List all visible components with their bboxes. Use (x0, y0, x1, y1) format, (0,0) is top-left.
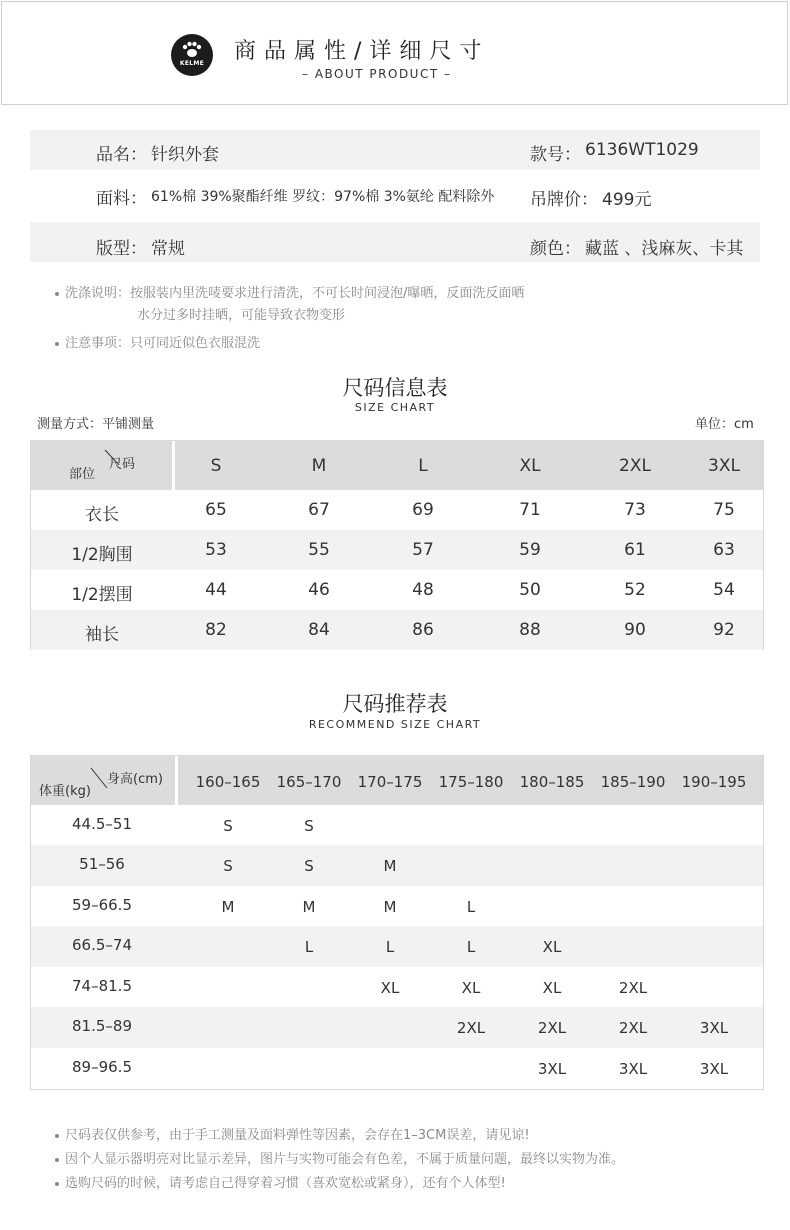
size-table-row (31, 530, 763, 570)
recommend-size-cell: 3XL (699, 1060, 729, 1078)
recommend-size-cell: L (466, 898, 476, 916)
size-col-header: L (418, 456, 428, 476)
row-part-label: 袖长 (85, 625, 119, 645)
weight-range-label: 44.5–51 (72, 815, 132, 833)
recommend-size-cell: L (304, 938, 314, 956)
unit-label: 单位：cm (695, 417, 754, 432)
recommend-table-row (31, 886, 763, 926)
height-col-header: 160–165 (195, 773, 261, 791)
size-cell: 86 (412, 620, 434, 640)
attention-note: 注意事项：只可同近似色衣服混洗 (55, 332, 260, 351)
recommend-table-row (31, 1007, 763, 1048)
recommend-size-cell: XL (380, 979, 400, 997)
name-label: 品名： (96, 145, 147, 165)
footer-note: 因个人显示器明亮对比显示差异，图片与实物可能会有色差，不属于质量问题，最终以实物为准。 (55, 1148, 624, 1167)
bullet-icon (55, 1158, 59, 1162)
row-part-label: 1/2摆围 (71, 585, 133, 605)
size-col-header: XL (519, 456, 541, 476)
size-col-header: S (210, 456, 222, 476)
size-cell: 71 (519, 500, 541, 520)
corner-bottom-label: 体重(kg) (39, 784, 91, 799)
recommend-chart-table (30, 755, 764, 1090)
weight-range-label: 89–96.5 (72, 1058, 132, 1076)
size-header-row (31, 441, 763, 490)
recommend-size-cell: XL (461, 979, 481, 997)
size-cell: 73 (624, 500, 646, 520)
size-cell: 69 (412, 500, 434, 520)
size-cell: 50 (519, 580, 541, 600)
recommend-chart-subtitle: RECOMMEND SIZE CHART (308, 718, 482, 731)
weight-range-label: 74–81.5 (72, 977, 132, 995)
size-chart-subtitle: SIZE CHART (354, 401, 436, 414)
size-col-header: M (311, 456, 327, 476)
recommend-size-cell: M (383, 898, 397, 916)
fit-label: 版型： (96, 239, 147, 259)
size-cell: 75 (713, 500, 735, 520)
name-value: 针织外套 (151, 145, 219, 165)
bullet-icon (55, 1182, 59, 1186)
recommend-size-cell: M (221, 898, 235, 916)
measure-method: 测量方式：平铺测量 (37, 417, 155, 432)
recommend-size-cell: 2XL (456, 1019, 486, 1037)
recommend-header-row (31, 756, 763, 805)
size-cell: 61 (624, 540, 646, 560)
recommend-size-cell: 3XL (618, 1060, 648, 1078)
corner-top-label: 尺码 (109, 457, 136, 472)
weight-range-label: 51–56 (79, 855, 125, 873)
size-chart-table (30, 440, 764, 650)
recommend-size-cell: XL (542, 938, 562, 956)
style-value: 6136WT1029 (585, 140, 699, 160)
price-label: 吊牌价： (530, 190, 598, 210)
recommend-size-cell: XL (542, 979, 562, 997)
recommend-size-cell: 2XL (618, 1019, 648, 1037)
size-cell: 59 (519, 540, 541, 560)
logo-text: KELME (179, 60, 205, 67)
size-cell: 52 (624, 580, 646, 600)
size-col-header: 2XL (619, 456, 651, 476)
page-subtitle: – ABOUT PRODUCT – (302, 67, 452, 81)
recommend-size-cell: L (466, 938, 476, 956)
page-header (1, 1, 788, 105)
corner-top-label: 身高(cm) (107, 772, 163, 787)
recommend-table-row (31, 926, 763, 967)
paw-icon (171, 34, 213, 76)
size-cell: 88 (519, 620, 541, 640)
recommend-table-row (31, 967, 763, 1007)
height-col-header: 185–190 (600, 773, 666, 791)
recommend-size-cell: S (223, 857, 233, 875)
bullet-icon (55, 1134, 59, 1138)
color-label: 颜色： (530, 239, 581, 259)
color-value: 藏蓝 、浅麻灰、卡其 (585, 239, 744, 259)
kelme-logo (171, 34, 213, 76)
weight-range-label: 66.5–74 (72, 936, 132, 954)
bullet-icon (55, 292, 59, 296)
row-part-label: 1/2胸围 (71, 545, 133, 565)
size-col-header: 3XL (708, 456, 740, 476)
recommend-size-cell: L (385, 938, 395, 956)
bullet-icon (55, 342, 59, 346)
footer-note: 选购尺码的时候，请考虑自己得穿着习惯（喜欢宽松或紧身），还有个人体型! (55, 1172, 506, 1191)
row-part-label: 衣长 (85, 505, 119, 525)
size-cell: 92 (713, 620, 735, 640)
recommend-size-cell: S (304, 857, 314, 875)
recommend-table-row (31, 845, 763, 886)
size-cell: 63 (713, 540, 735, 560)
info-row-fit (30, 222, 760, 262)
fit-value: 常规 (151, 239, 185, 259)
recommend-size-cell: 2XL (537, 1019, 567, 1037)
size-chart-title: 尺码信息表 (342, 376, 448, 400)
corner-bottom-label: 部位 (69, 467, 96, 482)
size-cell: 54 (713, 580, 735, 600)
height-col-header: 190–195 (681, 773, 747, 791)
size-cell: 48 (412, 580, 434, 600)
recommend-size-cell: M (383, 857, 397, 875)
size-cell: 84 (308, 620, 330, 640)
info-row-name (30, 130, 760, 170)
size-cell: 65 (205, 500, 227, 520)
weight-range-label: 59–66.5 (72, 896, 132, 914)
style-label: 款号： (530, 145, 581, 165)
recommend-size-cell: S (304, 817, 314, 835)
info-row-fabric (30, 174, 760, 214)
height-col-header: 175–180 (438, 773, 504, 791)
footer-note: 尺码表仅供参考，由于手工测量及面料弹性等因素，会存在1–3CM误差，请见谅! (55, 1124, 530, 1143)
size-table-row (31, 570, 763, 610)
size-cell: 57 (412, 540, 434, 560)
recommend-size-cell: S (223, 817, 233, 835)
size-cell: 82 (205, 620, 227, 640)
height-col-header: 170–175 (357, 773, 423, 791)
size-cell: 46 (308, 580, 330, 600)
recommend-size-cell: 3XL (537, 1060, 567, 1078)
recommend-size-cell: M (302, 898, 316, 916)
recommend-table-row (31, 805, 763, 845)
weight-range-label: 81.5–89 (72, 1017, 132, 1035)
recommend-size-cell: 3XL (699, 1019, 729, 1037)
size-table-row (31, 490, 763, 530)
size-cell: 90 (624, 620, 646, 640)
size-table-row (31, 610, 763, 650)
recommend-chart-title: 尺码推荐表 (342, 692, 448, 716)
recommend-table-row (31, 1048, 763, 1089)
page-title: 商品属性/详细尺寸 (234, 39, 490, 64)
size-cell: 55 (308, 540, 330, 560)
recommend-size-cell: 2XL (618, 979, 648, 997)
height-col-header: 180–185 (519, 773, 585, 791)
height-col-header: 165–170 (276, 773, 342, 791)
size-cell: 53 (205, 540, 227, 560)
corner-diagonal (31, 441, 173, 490)
size-cell: 67 (308, 500, 330, 520)
wash-note-cont: 水分过多时挂晒，可能导致衣物变形 (137, 308, 346, 323)
wash-note: 洗涤说明：按服装内里洗唛要求进行清洗，不可长时间浸泡/曝晒，反面洗反面晒 (55, 282, 524, 301)
size-cell: 44 (205, 580, 227, 600)
fabric-value: 61%棉 39%聚酯纤维 罗纹：97%棉 3%氨纶 配料除外 (151, 189, 495, 205)
fabric-label: 面料： (96, 189, 147, 209)
price-value: 499元 (602, 190, 652, 210)
